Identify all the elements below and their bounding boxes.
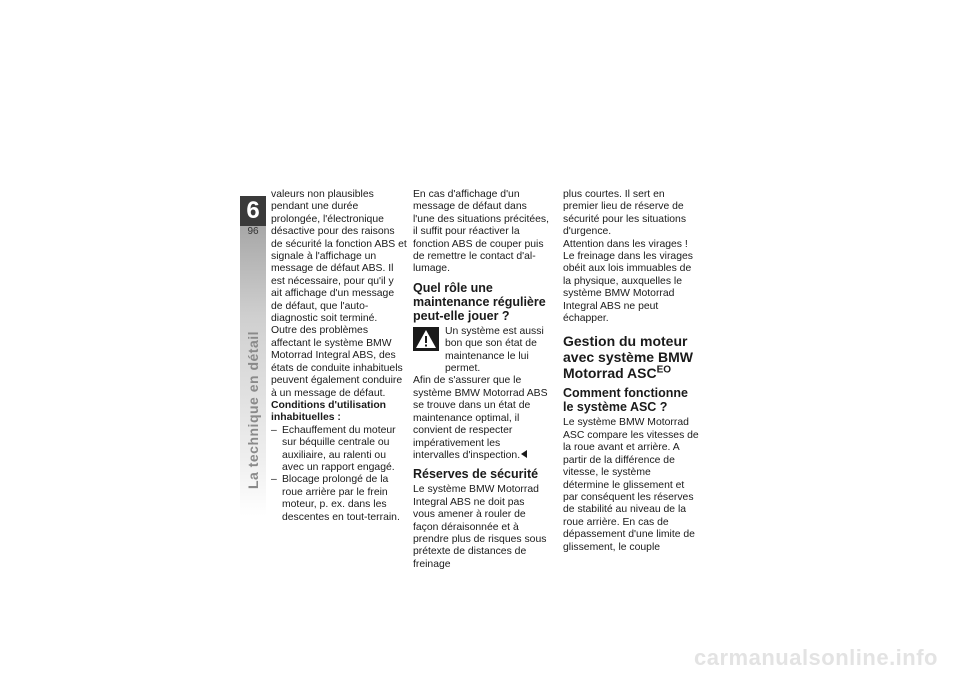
section-heading: Comment fonctionne le système ASC ?: [563, 386, 688, 415]
paragraph: Attention dans les virages ! Le freinage dans les virages obéit aux lois immuables de la physique, auxquelles le système BMW Motorrad Integral ABS ne peut échapper.: [563, 238, 693, 325]
list-item-text: Blocage prolongé de la roue arrière par le frein moteur, p. ex. dans les descentes en tout-terrain.: [282, 474, 400, 523]
column-1: [271, 189, 407, 524]
end-marker-icon: [521, 450, 527, 458]
column-3: [563, 189, 699, 554]
main-heading: [563, 333, 699, 381]
heading-superscript: EO: [656, 364, 672, 376]
subheading: Conditions d'utilisation inhabituelles :: [271, 399, 387, 424]
list-item-text: Echauffement du moteur sur béquille centrale ou auxiliaire, au ralenti ou avec un rapport engagé.: [282, 424, 396, 473]
section-title: La technique en détail: [245, 330, 261, 490]
paragraph: plus courtes. Il sert en premier lieu de réserve de sécurité pour les situations d'urgence.: [563, 189, 687, 238]
column-2: [413, 189, 549, 571]
dash-bullet: –: [271, 424, 277, 436]
paragraph: Afin de s'assurer que le système BMW Motorrad ABS se trouve dans un état de maintenance optimal, il convient de respecter impérativement les intervalles d'inspection.: [413, 375, 548, 461]
paragraph: Le système BMW Motorrad ASC compare les vitesses de la roue avant et arrière. A partir de la différence de vitesse, le système détermine le glissement et par conséquent les réserves de stabilité au niveau de la roue arrière. En cas de dépassement d'une limite de glissement, le couple: [563, 417, 699, 553]
paragraph: Le système BMW Motorrad Integral ABS ne doit pas vous amener à rouler de façon déraisonnée et à prendre plus de risques sous prétexte de distances de freinage: [413, 484, 547, 570]
dash-bullet: –: [271, 474, 277, 486]
section-heading: Quel rôle une maintenance régulière peut-elle jouer ?: [413, 280, 546, 323]
page-number: 96: [247, 226, 259, 237]
section-heading: Réserves de sécurité: [413, 467, 539, 482]
warning-icon: [413, 327, 439, 351]
main-heading-text: Gestion du moteur avec système BMW Motorrad ASC: [563, 333, 693, 382]
chapter-number: 6: [240, 196, 266, 226]
paragraph: En cas d'affichage d'un message de défaut dans l'une des situations précitées, il suffit pour réactiver la fonction ABS de couper puis de remettre le contact d'allumage.: [413, 189, 549, 275]
warning-block: [413, 326, 549, 376]
warning-text: Un système est aussi bon que son état de maintenance le lui permet.: [445, 325, 544, 375]
list-item: [271, 425, 407, 475]
list-item: [271, 474, 407, 524]
paragraph: Outre des problèmes affectant le système BMW Motorrad Integral ABS, des états de conduite inhabituels peuvent également conduire à un message de défaut.: [271, 325, 403, 399]
paragraph: valeurs non plausibles pendant une durée prolongée, l'électronique désactive pour des raisons de sécurité la fonction ABS et signale à l'affichage un message de défaut ABS. Il est nécessaire, pour qu'il y ait affichage d'un message de défaut, que l'auto-diagnostic soit terminé.: [271, 189, 407, 325]
watermark-url: carmanualsonline.info: [694, 645, 938, 670]
